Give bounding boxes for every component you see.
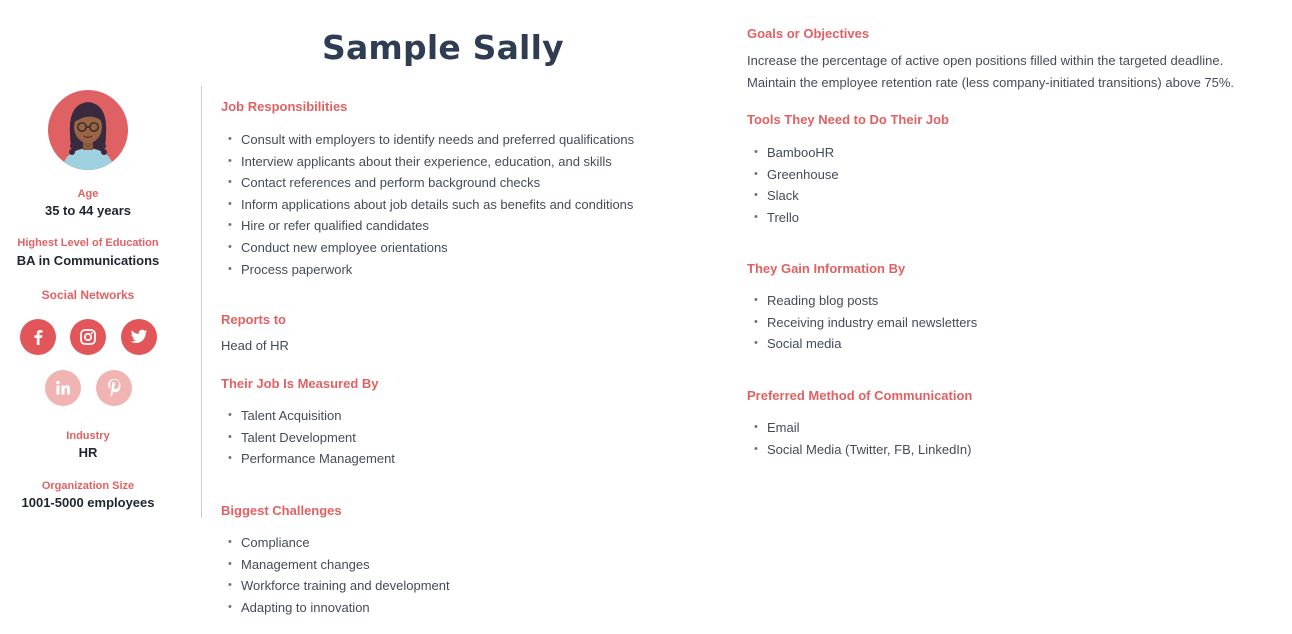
measured-by-heading: Their Job Is Measured By	[221, 376, 379, 391]
list-item: • Contact references and perform background checks	[221, 172, 634, 194]
org-size-label: Organization Size	[41, 480, 135, 492]
tools-list	[747, 142, 839, 228]
communication-list	[747, 417, 971, 460]
age-label: Age	[77, 188, 99, 200]
age-value: 35 to 44 years	[44, 203, 131, 218]
twitter-icon[interactable]	[121, 319, 157, 355]
facebook-icon[interactable]	[20, 319, 56, 355]
list-item: • Performance Management	[221, 448, 395, 470]
info-sources-heading: They Gain Information By	[747, 261, 906, 276]
list-item: • Interview applicants about their experience, education, and skills	[221, 151, 634, 173]
list-item: • Trello	[747, 207, 839, 229]
page-title: Sample Sally	[322, 28, 564, 67]
reports-to-heading: Reports to	[221, 312, 286, 327]
pinterest-icon[interactable]	[96, 370, 132, 406]
list-item: • Process paperwork	[221, 259, 634, 281]
list-item: • Social Media (Twitter, FB, LinkedIn)	[747, 439, 971, 461]
list-item: • Slack	[747, 185, 839, 207]
challenges-list	[221, 532, 450, 618]
challenges-heading: Biggest Challenges	[221, 503, 342, 518]
industry-value: HR	[78, 445, 98, 460]
goal-line: Maintain the employee retention rate (less company-initiated transitions) above 75%.	[747, 75, 1235, 90]
column-divider	[201, 86, 202, 518]
list-item: • BambooHR	[747, 142, 839, 164]
list-item: • Email	[747, 417, 971, 439]
org-size-value: 1001-5000 employees	[21, 495, 155, 510]
linkedin-icon[interactable]	[45, 370, 81, 406]
social-networks-label: Social Networks	[41, 288, 135, 302]
reports-to-value: Head of HR	[221, 338, 289, 353]
tools-heading: Tools They Need to Do Their Job	[747, 112, 949, 127]
measured-by-list	[221, 405, 395, 470]
communication-heading: Preferred Method of Communication	[747, 388, 973, 403]
list-item: • Management changes	[221, 554, 450, 576]
info-sources-list	[747, 290, 977, 355]
education-label: Highest Level of Education	[17, 237, 159, 249]
education-value: BA in Communications	[16, 253, 160, 268]
avatar	[48, 90, 128, 170]
list-item: • Talent Acquisition	[221, 405, 395, 427]
list-item: • Social media	[747, 333, 977, 355]
list-item: • Reading blog posts	[747, 290, 977, 312]
job-responsibilities-heading: Job Responsibilities	[221, 99, 348, 114]
list-item: • Consult with employers to identify needs and preferred qualifications	[221, 129, 634, 151]
list-item: • Talent Development	[221, 427, 395, 449]
persona-illustration	[48, 90, 128, 170]
job-responsibilities-list	[221, 129, 634, 280]
list-item: • Receiving industry email newsletters	[747, 312, 977, 334]
list-item: • Hire or refer qualified candidates	[221, 215, 634, 237]
list-item: • Conduct new employee orientations	[221, 237, 634, 259]
industry-label: Industry	[66, 430, 110, 442]
list-item: • Greenhouse	[747, 164, 839, 186]
list-item: • Compliance	[221, 532, 450, 554]
list-item: • Inform applications about job details such as benefits and conditions	[221, 194, 634, 216]
goals-heading: Goals or Objectives	[747, 26, 870, 41]
goal-line: Increase the percentage of active open positions filled within the targeted deadline.	[747, 53, 1224, 68]
instagram-icon[interactable]	[70, 319, 106, 355]
list-item: • Adapting to innovation	[221, 597, 450, 619]
list-item: • Workforce training and development	[221, 575, 450, 597]
